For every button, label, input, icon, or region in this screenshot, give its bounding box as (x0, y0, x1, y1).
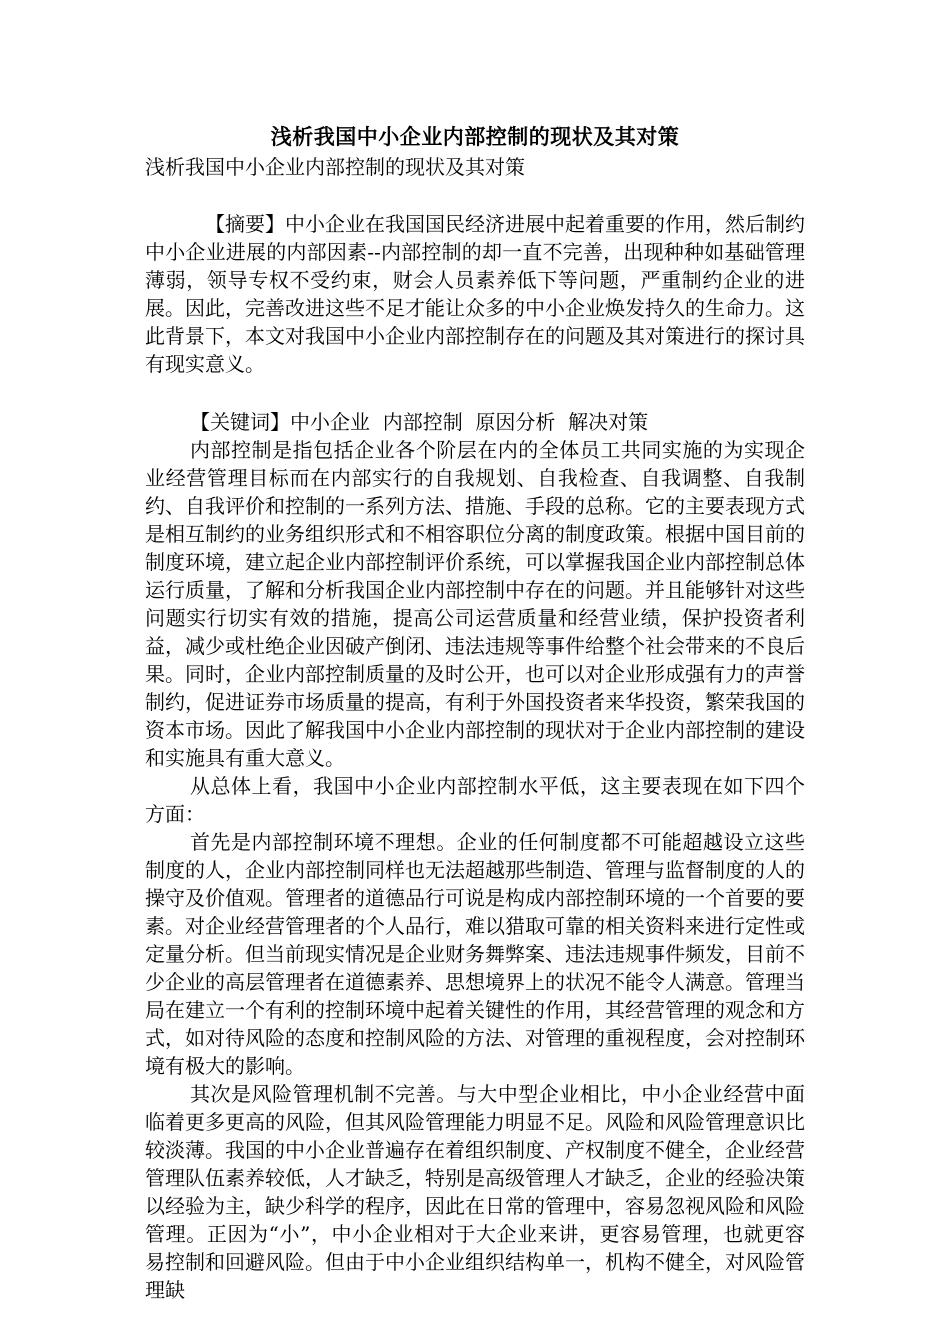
body-paragraph-3: 首先是内部控制环境不理想。企业的任何制度都不可能超越设立这些制度的人，企业内部控制同样也无法超越那些制造、管理与监督制度的人的操守及价值观。管理者的道德品行可说是构成内部控制环境的一个首要的要素。对企业经营管理者的个人品行，难以猎取可靠的相关资料来进行定性或定量分析。但当前现实情况是企业财务舞弊案、违法违规事件频发，目前不少企业的高层管理者在道德素养、思想境界上的状况不能令人满意。管理当局在建立一个有利的控制环境中起着关键性的作用，其经营管理的观念和方式，如对待风险的态度和控制风险的方法、对管理的重视程度，会对控制环境有极大的影响。 (145, 830, 805, 1078)
document-subtitle: 浅析我国中小企业内部控制的现状及其对策 (145, 155, 525, 179)
body-paragraph-1: 内部控制是指包括企业各个阶层在内的全体员工共同实施的为实现企业经营管理目标而在内部实行的自我规划、自我检查、自我调整、自我制约、自我评价和控制的一系列方法、措施、手段的总称。它的主要表现方式是相互制约的业务组织形式和不相容职位分离的制度政策。根据中国目前的制度环境，建立起企业内部控制评价系统，可以掌握我国企业内部控制总体运行质量，了解和分析我国企业内部控制中存在的问题。并且能够针对这些问题实行切实有效的措施，提高公司运营质量和经营业绩，保护投资者利益，减少或杜绝企业因破产倒闭、违法违规等事件给整个社会带来的不良后果。同时，企业内部控制质量的及时公开，也可以对企业形成强有力的声誉制约，促进证券市场质量的提高，有利于外国投资者来华投资，繁荣我国的资本市场。因此了解我国中小企业内部控制的现状对于企业内部控制的建设和实施具有重大意义。 (145, 438, 805, 770)
abstract-paragraph: 【摘要】中小企业在我国国民经济进展中起着重要的作用，然后制约中小企业进展的内部因素--内部控制的却一直不完善，出现种种如基础管理薄弱，领导专权不受约束，财会人员素养低下等问题，严重制约企业的进展。因此，完善改进这些不足才能让众多的中小企业焕发持久的生命力。这此背景下，本文对我国中小企业内部控制存在的问题及其对策进行的探讨具有现实意义。 (145, 212, 805, 376)
document-title: 浅析我国中小企业内部控制的现状及其对策 (270, 124, 680, 149)
body-paragraph-4: 其次是风险管理机制不完善。与大中型企业相比，中小企业经营中面临着更多更高的风险，但其风险管理能力明显不足。风险和风险管理意识比较淡薄。我国的中小企业普遍存在着组织制度、产权制度不健全，企业经营管理队伍素养较低，人才缺乏，特别是高级管理人才缺乏，企业的经验决策以经验为主，缺少科学的程序，因此在日常的管理中，容易忽视风险和风险管理。正因为“小”，中小企业相对于大企业来讲，更容易管理，也就更容易控制和回避风险。但由于中小企业组织结构单一，机构不健全，对风险管理缺 (145, 1082, 805, 1302)
document-page (145, 122, 805, 1304)
body-paragraph-2: 从总体上看，我国中小企业内部控制水平低，这主要表现在如下四个方面： (145, 774, 805, 826)
keywords-line: 【关键词】中小企业 内部控制 原因分析 解决对策 (190, 410, 649, 434)
